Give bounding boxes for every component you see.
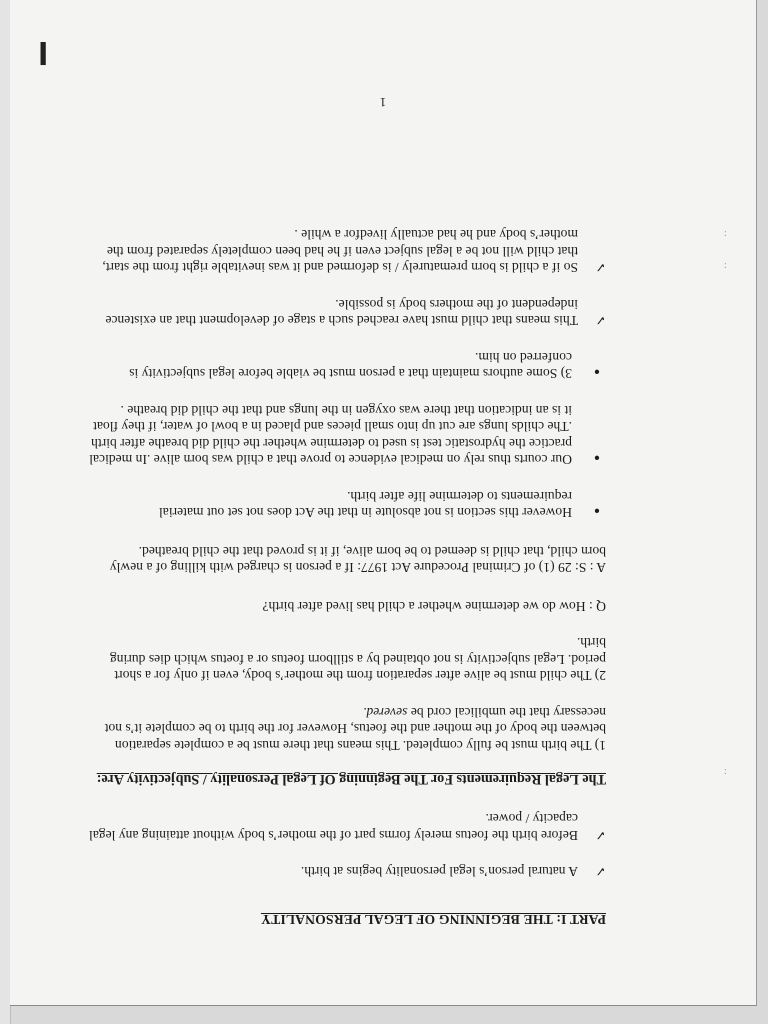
page-content-rotated [10, 0, 756, 1005]
page-title: PART I: THE BEGINNING OF LEGAL PERSONALITY [260, 912, 606, 927]
intro-point [86, 863, 606, 880]
requirement-1 [86, 704, 606, 754]
requirement-1-text: 1) The birth must be fully completed. This means that there must be a complete separation between the body of the mother and the foetus, However for the birth to be complete it’s not necessary that the umbilical cord be [104, 705, 606, 753]
answer: A : S: 29 (1) of Criminal Procedure Act 1977: If a person is charged with killing of a newly born child, that child is deemed to be born alive, if it is proved that the child breathed. [109, 544, 606, 576]
page-body [86, 206, 606, 927]
requirements-heading: The Legal Requirements For The Beginning Of Legal Personality / Subjectivity Are: [96, 771, 606, 787]
checkmark-icon: ✓ [595, 260, 606, 276]
bullet-text: 3) Some authors maintain that a person must be viable before legal subjectivity is conferred on him. [129, 350, 572, 382]
scanned-page [10, 0, 757, 1006]
viability-point-text: So if a child is born prematurely / is deformed and it was inevitable right from the start, that child will not be a legal subject even if he had been completely separated from the mother’s body and he had actually livedfor a while . [102, 227, 578, 276]
viability-point-text: This means that child must have reached such a stage of development that an existence independent of the mothers body is possible. [105, 297, 578, 329]
viability-point [86, 226, 606, 276]
bullet-icon: ● [593, 505, 600, 517]
intro-point-text: Before birth the foetus merely forms part of the mother’s body without attaining any legal capacity / power. [89, 811, 578, 843]
bullet-text: Our courts thus rely on medical evidence to prove that a child was born alive .In medical practice the hydrostatic test is used to determine whether the child did breathe after birth .The childs lungs are cut up into small pieces and placed in a bowl of water, if they float it is an indication that there was oxygen in the lungs and that the child did breathe . [89, 403, 572, 468]
bullet-item [86, 349, 606, 382]
bullet-icon: ● [593, 452, 600, 464]
scan-speck: : [724, 766, 727, 777]
bullet-icon: ● [593, 366, 600, 378]
checkmark-icon: ✓ [595, 313, 606, 329]
viability-point [86, 296, 606, 329]
page-number: 1 [379, 95, 387, 110]
intro-point [86, 810, 606, 843]
checkmark-icon: ✓ [595, 864, 606, 880]
bullet-item [86, 488, 606, 521]
intro-point-text: A natural person’s legal personality begins at birth. [300, 864, 578, 880]
bullet-item [86, 402, 606, 468]
question: Q : How do we determine whether a child has lived after birth? [262, 599, 606, 614]
checkmark-icon: ✓ [595, 828, 606, 843]
requirement-1-emphasis: severed. [363, 705, 408, 720]
requirement-2: 2) The child must be alive after separation from the mother’s body, even if only for a short period. Legal subjectivity is not obtained by a stillborn foetus or a foetus which dies during birth. [109, 635, 606, 684]
scan-speck: : [724, 260, 727, 271]
bullet-text: However this section is not absolute in that the Act does not set out material requirements to determine life after birth. [158, 489, 572, 521]
scan-speck: : [724, 228, 727, 239]
handwritten-mark: l [38, 38, 49, 73]
